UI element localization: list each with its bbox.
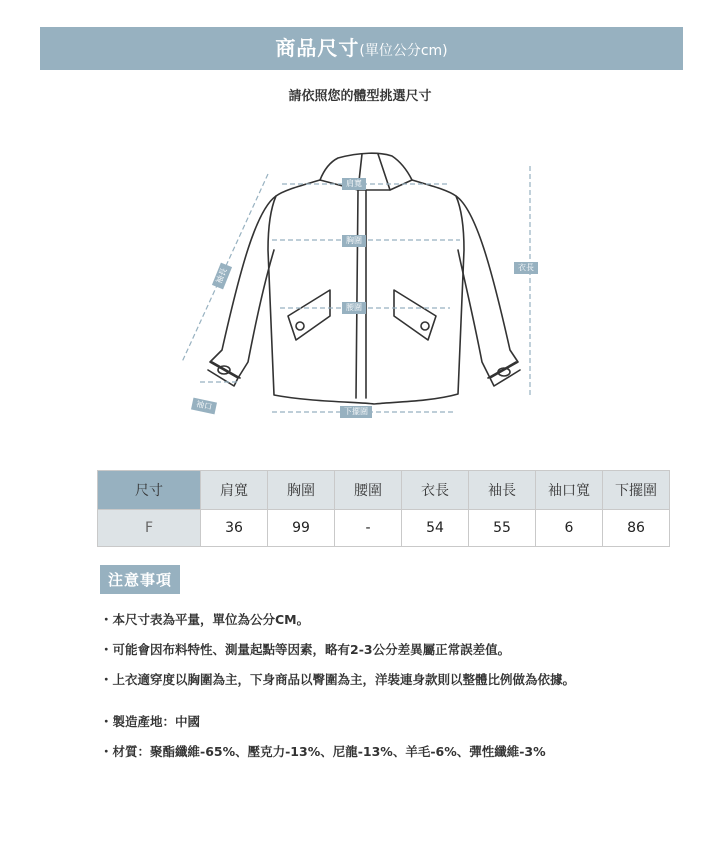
label-cuff: 袖口 <box>191 398 217 415</box>
label-waist: 腰圍 <box>342 302 366 314</box>
notice-item: ・材質：聚酯纖維-65%、壓克力-13%、尼龍-13%、羊毛-6%、彈性纖維-3% <box>100 744 546 759</box>
table-cell: 99 <box>268 510 335 547</box>
title-banner <box>40 27 683 70</box>
table-header: 下擺圍 <box>603 471 670 510</box>
notice-item: ・本尺寸表為平量，單位為公分CM。 <box>100 612 310 627</box>
table-header: 肩寬 <box>201 471 268 510</box>
table-cell: 54 <box>402 510 469 547</box>
table-cell: F <box>98 510 201 547</box>
table-header: 尺寸 <box>98 471 201 510</box>
table-header-row <box>98 471 670 510</box>
right-pocket <box>394 290 436 340</box>
label-chest: 胸圍 <box>342 235 366 247</box>
page-title: 商品尺寸 <box>275 36 360 60</box>
notice-list <box>100 612 575 774</box>
table-header: 衣長 <box>402 471 469 510</box>
right-sleeve <box>456 196 518 378</box>
label-shoulder: 肩寬 <box>342 178 366 190</box>
table-cell: 6 <box>536 510 603 547</box>
table-header: 腰圍 <box>335 471 402 510</box>
label-hem: 下擺圍 <box>340 406 372 418</box>
size-table <box>97 470 670 547</box>
table-cell: 55 <box>469 510 536 547</box>
label-length: 衣長 <box>514 262 538 274</box>
notice-item: ・製造產地：中國 <box>100 714 201 729</box>
table-header: 袖口寬 <box>536 471 603 510</box>
page-subtitle: 請依照您的體型挑選尺寸 <box>288 89 432 104</box>
table-cell: 86 <box>603 510 670 547</box>
table-header: 胸圍 <box>268 471 335 510</box>
table-header: 袖長 <box>469 471 536 510</box>
notice-item: ・可能會因布料特性、測量起點等因素，略有2-3公分差異屬正常誤差值。 <box>100 642 511 657</box>
notice-title: 注意事項 <box>100 565 180 594</box>
table-cell: - <box>335 510 402 547</box>
notice-item: ・上衣適穿度以胸圍為主，下身商品以臀圍為主，洋裝連身款則以整體比例做為依據。 <box>100 672 576 687</box>
left-pocket <box>288 290 330 340</box>
table-row <box>98 510 670 547</box>
zipper <box>356 190 366 398</box>
table-cell: 36 <box>201 510 268 547</box>
title-unit: (單位公分cm) <box>359 43 448 59</box>
label-sleeve: 袖長 <box>212 263 232 290</box>
